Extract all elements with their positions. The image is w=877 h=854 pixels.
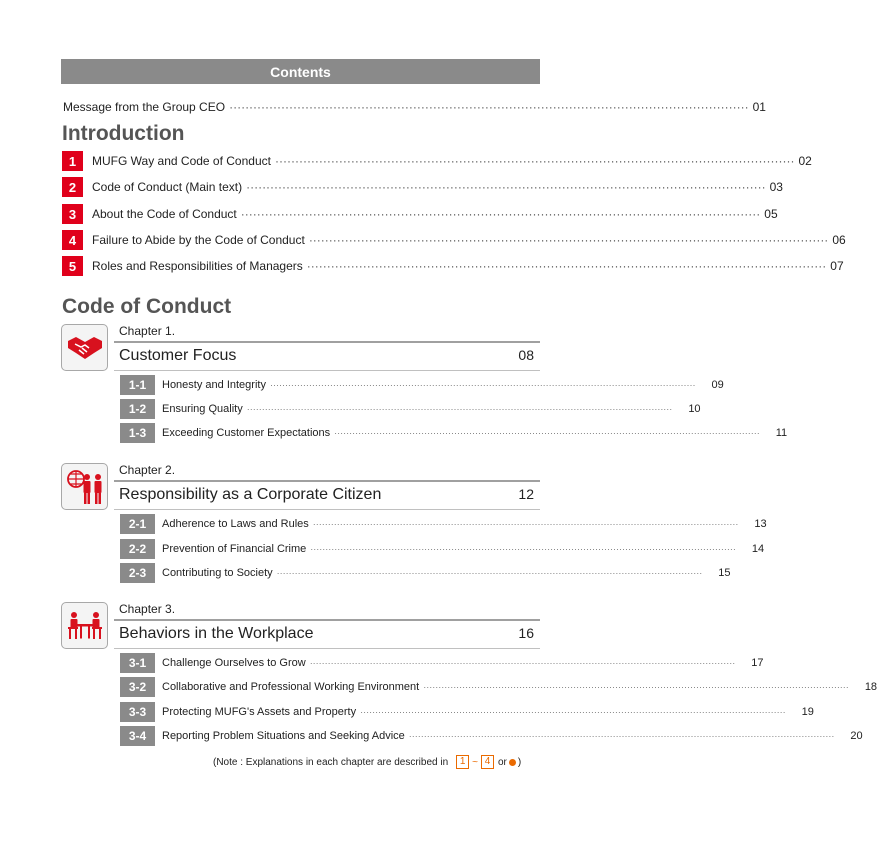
toc-entry-page: 10 [688,403,701,415]
section-number-badge: 3-4 [120,726,155,746]
leader-dots: ·············································································································································· [309,658,736,668]
note-mark-end: 4 [481,755,494,769]
note-suffix: ) [517,756,522,768]
toc-entry-page: 05 [764,207,778,221]
toc-entry-intro[interactable] [92,207,778,221]
leader-dots: ·············································································································································· [276,568,703,578]
leader-dots: ·································································································································· [274,154,795,168]
leader-dots: ·································································································································· [246,180,766,194]
toc-entry-page: 19 [801,706,814,718]
toc-entry-label: About the Code of Conduct [92,207,237,221]
toc-entry-section[interactable] [162,706,814,718]
section-number-badge: 2-1 [120,514,155,534]
toc-entry-ceo-message[interactable] [63,100,766,114]
leader-dots: ·································································································································· [308,233,829,247]
toc-entry-label: Exceeding Customer Expectations [162,427,331,439]
toc-entry-label: Roles and Responsibilities of Managers [92,259,303,273]
intro-number-badge: 5 [62,256,83,276]
toc-entry-page: 11 [775,427,788,439]
toc-entry-label: Challenge Ourselves to Grow [162,657,306,669]
section-number-badge: 3-3 [120,702,155,722]
toc-entry-label: Honesty and Integrity [162,379,266,391]
chapter-page: 12 [518,486,534,502]
chapter-divider [114,341,540,343]
toc-entry-page: 17 [751,657,764,669]
section-number-badge: 1-2 [120,399,155,419]
toc-entry-page: 03 [769,180,783,194]
chapter-label: Chapter 1. [119,324,176,338]
leader-dots: ·············································································································································· [312,519,739,529]
toc-entry-label: Reporting Problem Situations and Seeking Advice [162,730,405,742]
toc-entry-section[interactable] [162,657,764,669]
toc-entry-label: Message from the Group CEO [63,100,226,114]
toc-entry-page: 06 [832,233,846,247]
globe-people-icon [61,463,108,510]
leader-dots: ·············································································································································· [408,731,835,741]
chapter-title: Responsibility as a Corporate Citizen [119,486,382,503]
leader-dots: ·································································································································· [306,259,827,273]
chapter-label: Chapter 3. [119,602,176,616]
note-or: or [497,756,507,768]
intro-number-badge: 2 [62,177,83,197]
toc-entry-section[interactable] [162,543,765,555]
toc-entry-label: Prevention of Financial Crime [162,543,307,555]
toc-entry-label: Code of Conduct (Main text) [92,180,243,194]
section-number-badge: 3-2 [120,677,155,697]
chapter-divider [114,619,540,621]
section-number-badge: 2-2 [120,539,155,559]
chapter-title: Behaviors in the Workplace [119,625,314,642]
toc-entry-label: Ensuring Quality [162,403,243,415]
chapter-divider [114,370,540,371]
note-mark-start: 1 [456,755,469,769]
toc-entry-label: Contributing to Society [162,567,273,579]
toc-entry-label: Failure to Abide by the Code of Conduct [92,233,305,247]
chapter-divider [114,480,540,482]
note-tilde: ~ [472,756,478,768]
toc-entry-section[interactable] [162,730,863,742]
leader-dots: ·············································································································································· [360,707,786,717]
intro-number-badge: 3 [62,204,83,224]
toc-entry-label: Adherence to Laws and Rules [162,518,309,530]
toc-entry-page: 07 [830,259,844,273]
leader-dots: ·································································································································· [229,100,749,114]
chapter-title-row[interactable] [119,347,534,365]
leader-dots: ·············································································································································· [334,428,760,438]
toc-entry-section[interactable] [162,567,731,579]
chapter-divider [114,509,540,510]
leader-dots: ·············································································································································· [423,682,849,692]
toc-entry-label: Protecting MUFG's Assets and Property [162,706,357,718]
intro-number-badge: 1 [62,151,83,171]
section-number-badge: 1-3 [120,423,155,443]
leader-dots: ·············································································································································· [310,544,736,554]
toc-entry-page: 01 [752,100,766,114]
toc-entry-section[interactable] [162,427,788,439]
toc-entry-page: 15 [718,567,731,579]
toc-entry-section[interactable] [162,379,724,391]
toc-entry-label: Collaborative and Professional Working Environment [162,681,420,693]
chapter-page: 08 [518,347,534,363]
footnote [213,755,521,769]
toc-entry-section[interactable] [162,403,701,415]
orange-dot-icon [509,759,516,766]
toc-entry-page: 13 [754,518,767,530]
toc-entry-page: 20 [850,730,863,742]
toc-entry-page: 02 [798,154,812,168]
toc-entry-section[interactable] [162,518,767,530]
handshake-icon [61,324,108,371]
code-of-conduct-title: Code of Conduct [62,295,232,318]
contents-title: Contents [270,63,331,80]
toc-entry-intro[interactable] [92,233,846,247]
leader-dots: ·································································································································· [240,207,761,221]
chapter-title-row[interactable] [119,625,534,643]
chapter-label: Chapter 2. [119,463,176,477]
section-number-badge: 3-1 [120,653,155,673]
meeting-icon [61,602,108,649]
toc-entry-section[interactable] [162,681,877,693]
toc-entry-intro[interactable] [92,180,783,194]
chapter-title-row[interactable] [119,486,534,504]
contents-header [61,59,540,84]
toc-entry-page: 09 [711,379,724,391]
toc-entry-intro[interactable] [92,259,844,273]
section-number-badge: 1-1 [120,375,155,395]
toc-entry-label: MUFG Way and Code of Conduct [92,154,271,168]
intro-number-badge: 4 [62,230,83,250]
note-prefix: (Note : Explanations in each chapter are described in [213,756,449,768]
toc-entry-page: 14 [751,543,765,555]
toc-entry-page: 18 [864,681,877,693]
chapter-title: Customer Focus [119,347,237,364]
introduction-title: Introduction [62,122,185,145]
chapter-divider [114,648,540,649]
leader-dots: ·············································································································································· [246,404,673,414]
chapter-page: 16 [518,625,534,641]
toc-entry-intro[interactable] [92,154,812,168]
leader-dots: ·············································································································································· [269,380,696,390]
section-number-badge: 2-3 [120,563,155,583]
